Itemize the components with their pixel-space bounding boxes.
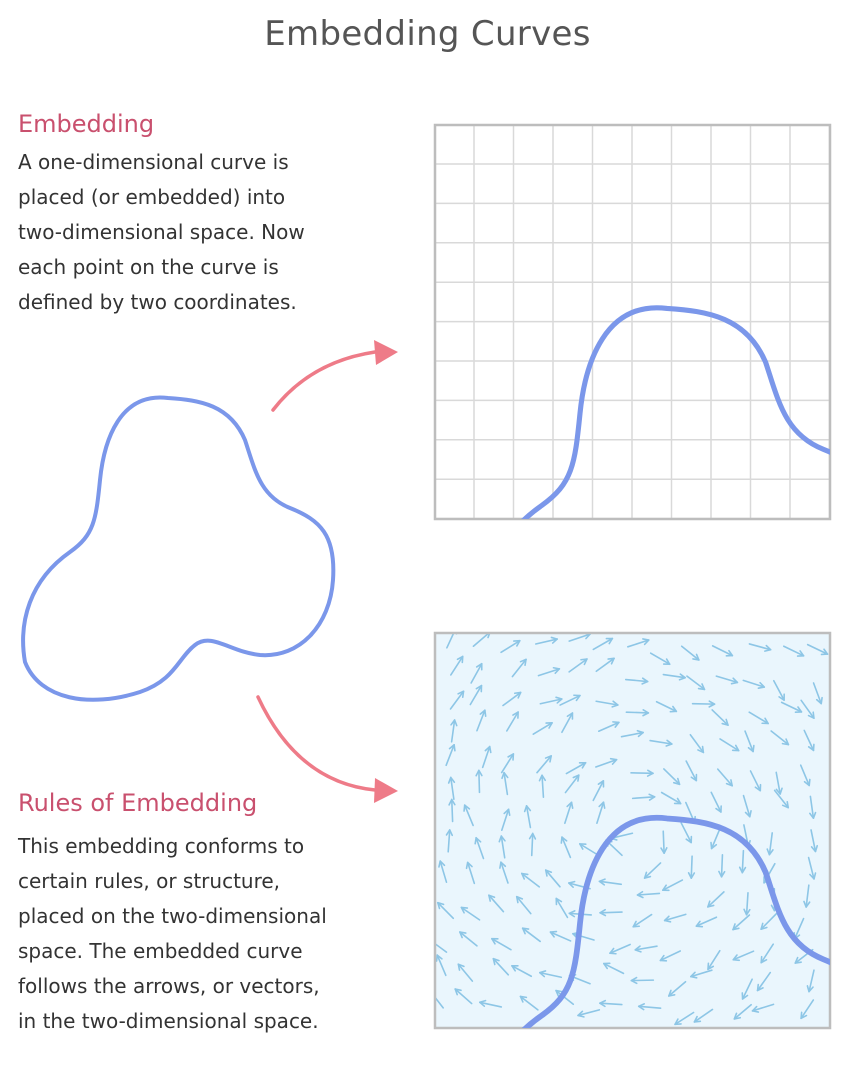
- text-line: in the two-dimensional space.: [18, 1009, 319, 1033]
- text-line: space. The embedded curve: [18, 939, 303, 963]
- original-curve: [23, 397, 333, 699]
- text-line: certain rules, or structure,: [18, 869, 281, 893]
- text-line: A one-dimensional curve is: [18, 150, 289, 174]
- embed-arrow-bottom: [258, 697, 398, 803]
- text-line: This embedding conforms to: [18, 834, 305, 858]
- rules-heading: Rules of Embedding: [18, 789, 258, 817]
- text-line: follows the arrows, or vectors,: [18, 974, 320, 998]
- text-line: placed (or embedded) into: [18, 185, 286, 209]
- text-line: two-dimensional space. Now: [18, 220, 305, 244]
- grid-panel: [435, 125, 855, 695]
- arrow-head: [374, 340, 398, 365]
- vector-field-panel: [429, 628, 855, 1080]
- page-title: Embedding Curves: [264, 14, 591, 54]
- text-line: placed on the two-dimensional: [18, 904, 327, 928]
- text-line: defined by two coordinates.: [18, 290, 297, 314]
- arrow-head: [374, 778, 398, 803]
- text-line: each point on the curve is: [18, 255, 279, 279]
- embedding-heading: Embedding: [18, 110, 155, 138]
- embed-arrow-top: [273, 340, 398, 410]
- vector-field-background: [435, 633, 830, 1028]
